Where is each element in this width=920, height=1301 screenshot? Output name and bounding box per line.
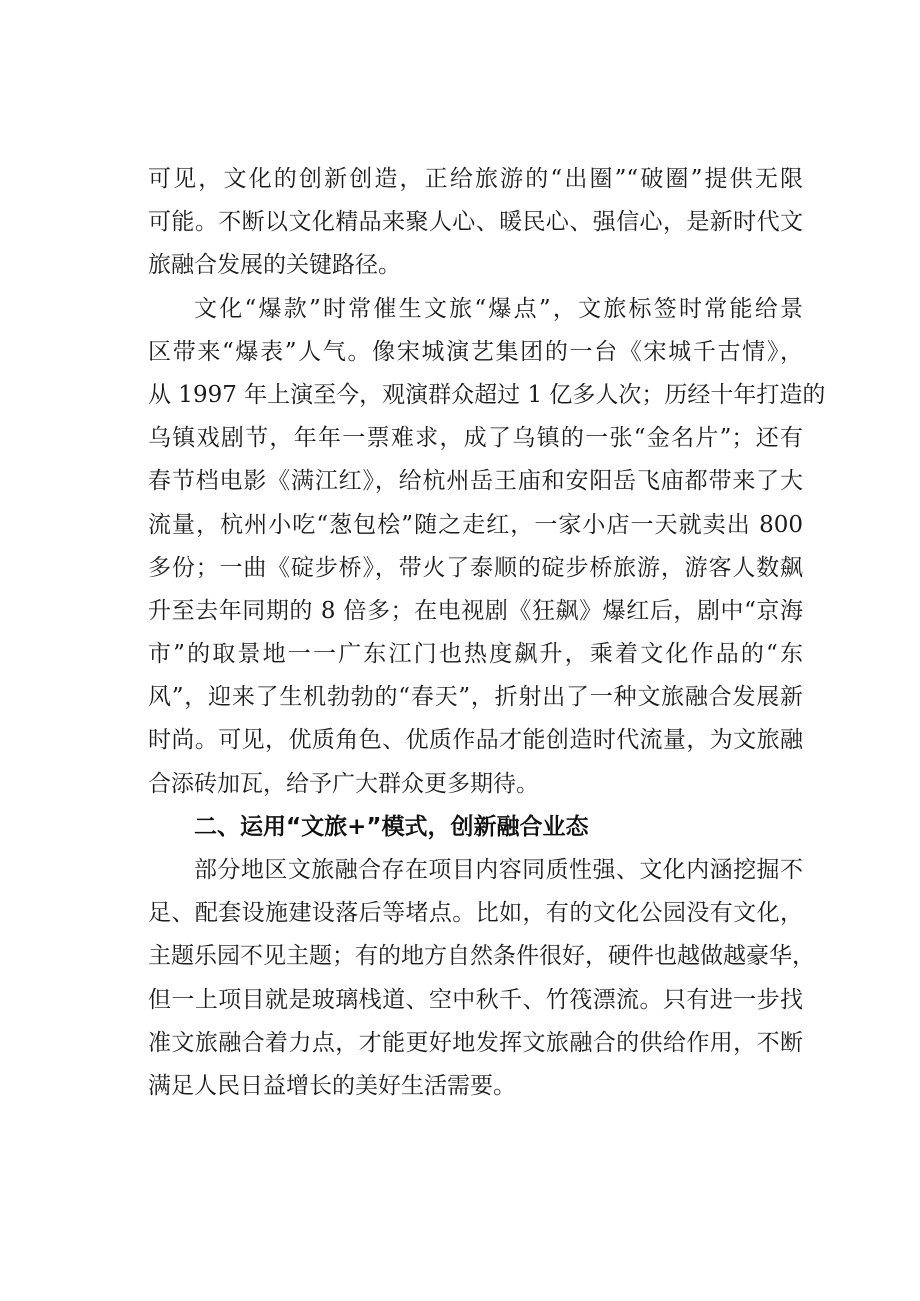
text-line: 可见，文化的创新创造，正给旅游的“出圈”“破圈”提供无限 xyxy=(148,166,803,192)
text-line: 升至去年同期的 8 倍多；在电视剧《狂飙》爆红后，剧中“京海 xyxy=(148,597,803,624)
text-line: 乌镇戏剧节，年年一票难求，成了乌镇的一张“金名片”；还有 xyxy=(148,425,803,452)
paragraph-1 xyxy=(148,158,803,288)
text-line: 主题乐园不见主题；有的地方自然条件很好，硬件也越做越豪华， xyxy=(148,943,815,970)
text-line: 区带来“爆表”人气。像宋城演艺集团的一台《宋城千古情》， xyxy=(148,338,803,365)
text-line: 流量，杭州小吃“葱包桧”随之走红，一家小店一天就卖出 800 xyxy=(148,511,803,538)
text-line: 旅融合发展的关键路径。 xyxy=(148,252,401,279)
paragraph-3 xyxy=(148,849,815,1108)
text-line: 多份；一曲《碇步桥》，带火了泰顺的碇步桥旅游，游客人数飙 xyxy=(148,554,803,581)
paragraph-2 xyxy=(148,288,826,806)
text-line: 准文旅融合着力点，才能更好地发挥文旅融合的供给作用，不断 xyxy=(148,1029,803,1056)
text-line: 从 1997 年上演至今，观演群众超过 1 亿多人次；历经十年打造的 xyxy=(148,381,826,408)
text-line: 风”，迎来了生机勃勃的“春天”，折射出了一种文旅融合发展新 xyxy=(148,684,803,711)
text-line: 时尚。可见，优质角色、优质作品才能创造时代流量，为文旅融 xyxy=(148,727,803,754)
text-line: 合添砖加瓦，给予广大群众更多期待。 xyxy=(148,770,539,797)
section-heading: 二、运用“文旅+”模式，创新融合业态 xyxy=(194,813,589,840)
document-body xyxy=(148,158,826,1108)
text-line: 满足人民日益增长的美好生活需要。 xyxy=(148,1072,516,1099)
text-line: 足、配套设施建设落后等堵点。比如，有的文化公园没有文化， xyxy=(148,900,803,927)
text-line: 但一上项目就是玻璃栈道、空中秋千、竹筏漂流。只有进一步找 xyxy=(148,986,803,1013)
text-line: 春节档电影《满江红》，给杭州岳王庙和安阳岳飞庙都带来了大 xyxy=(148,468,803,495)
text-line: 市”的取景地一一广东江门也热度飙升，乘着文化作品的“东 xyxy=(148,641,803,668)
text-line: 可能。不断以文化精品来聚人心、暖民心、强信心，是新时代文 xyxy=(148,209,803,236)
text-line: 文化“爆款”时常催生文旅“爆点”，文旅标签时常能给景 xyxy=(194,295,803,322)
text-line: 部分地区文旅融合存在项目内容同质性强、文化内涵挖掘不 xyxy=(194,857,803,883)
